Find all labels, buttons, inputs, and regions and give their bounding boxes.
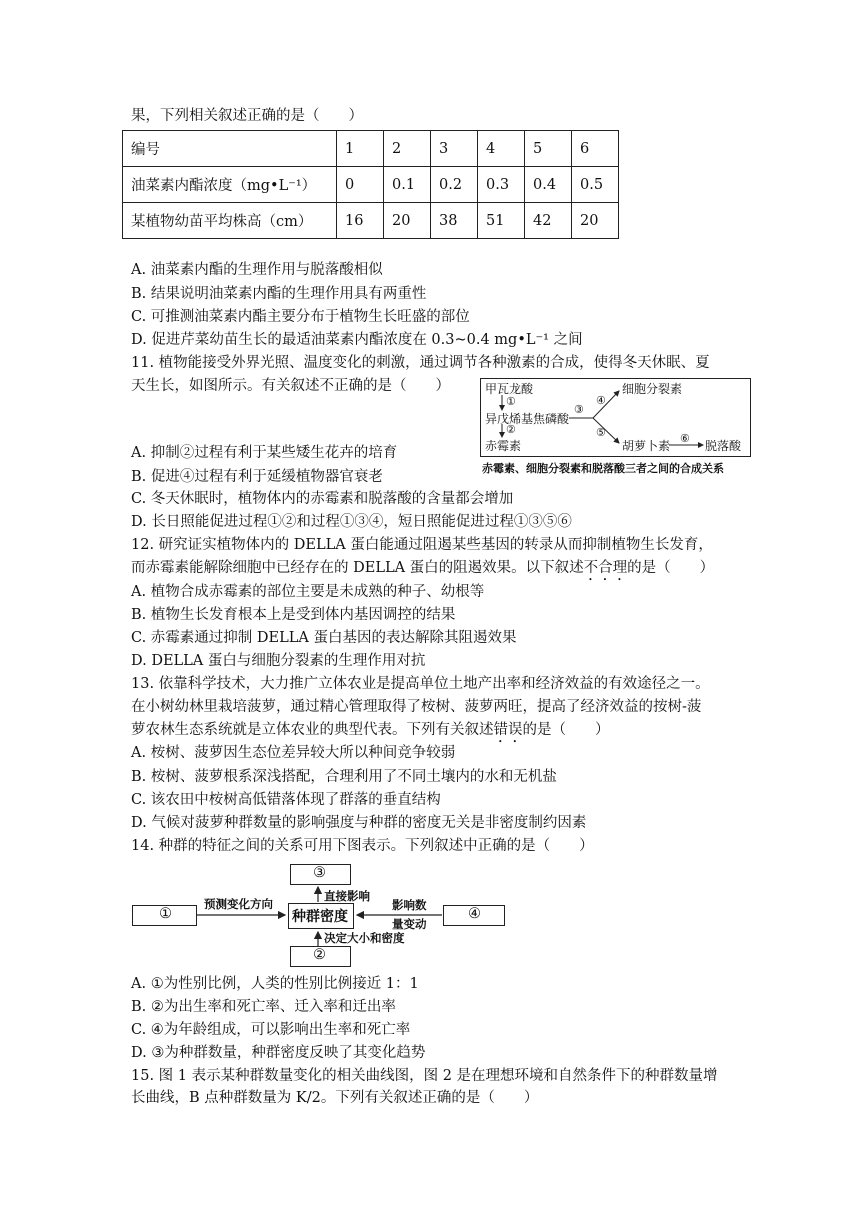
box-4-label: ④: [468, 906, 481, 922]
box-2: [290, 946, 351, 967]
q10-option-a: A. 油菜素内酯的生理作用与脱落酸相似: [131, 262, 383, 278]
node-ipp: 异戊烯基焦磷酸: [485, 412, 570, 426]
label-affect-2: 量变动: [392, 917, 427, 931]
label-predict: 预测变化方向: [204, 897, 273, 911]
table-cell: 某植物幼苗平均株高（cm）: [123, 203, 337, 239]
diagram-caption: 赤霉素、细胞分裂素和脱落酸三者之间的合成关系: [482, 462, 724, 475]
node-gibberellin: 赤霉素: [485, 439, 522, 453]
population-characteristics-diagram: [130, 860, 510, 970]
box-1: [132, 905, 197, 926]
q13-option-b: B. 桉树、菠萝根系深浅搭配，合理利用了不同土壤内的水和无机盐: [131, 769, 557, 785]
box-2-label: ②: [313, 947, 326, 963]
step-5-label: ⑤: [596, 426, 606, 439]
table-cell: 20: [384, 203, 431, 239]
q10-option-b: B. 结果说明油菜素内酯的生理作用具有两重性: [131, 286, 427, 302]
node-carotene: 胡萝卜素: [622, 439, 671, 453]
node-abscisic-acid: 脱落酸: [705, 439, 742, 453]
table-cell: 0.5: [572, 167, 619, 203]
table-row: [123, 131, 619, 167]
center-box: [288, 903, 354, 929]
q12-option-b: B. 植物生长发育根本上是受到体内基因调控的结果: [131, 607, 456, 623]
table-cell: 6: [572, 131, 619, 167]
q12-option-c: C. 赤霉素通过抑制 DELLA 蛋白基因的表达解除其阻遏效果: [131, 630, 517, 646]
q15-stem-line2: 长曲线，B 点种群数量为 K/2。下列有关叙述正确的是（ ）: [131, 1090, 539, 1106]
table-cell: 2: [384, 131, 431, 167]
table-cell: 38: [431, 203, 478, 239]
emphasis-text: 错误: [493, 722, 523, 738]
table-row: [123, 167, 619, 203]
table-cell: 5: [525, 131, 572, 167]
table-cell: 0.4: [525, 167, 572, 203]
q14-option-b: B. ②为出生率和死亡率、迁入率和迁出率: [131, 999, 396, 1015]
q13-stem-line1: 13. 依靠科学技术，大力推广立体农业是提高单位土地产出率和经济效益的有效途径之一。: [131, 676, 710, 692]
q12-option-d: D. DELLA 蛋白与细胞分裂素的生理作用对抗: [131, 653, 426, 669]
q10-option-d: D. 促进芹菜幼苗生长的最适油菜素内酯浓度在 0.3~0.4 mg•L⁻¹ 之间: [131, 332, 583, 348]
node-cytokinin: 细胞分裂素: [622, 382, 683, 396]
box-4: [443, 905, 505, 926]
table-cell: 编号: [123, 131, 337, 167]
table-cell: 16: [337, 203, 384, 239]
table-cell: 4: [478, 131, 525, 167]
table-row: [123, 203, 619, 239]
q13-option-a: A. 桉树、菠萝因生态位差异较大所以种间竞争较弱: [131, 745, 456, 761]
q11-option-a: A. 抑制②过程有利于某些矮生花卉的培育: [131, 445, 398, 461]
step-3-label: ③: [574, 403, 584, 416]
step-6-label: ⑥: [680, 432, 690, 445]
step-1-label: ①: [506, 395, 516, 408]
q11-option-c: C. 冬天休眠时，植物体内的赤霉素和脱落酸的含量都会增加: [131, 491, 514, 507]
text-span: 而赤霉素能解除细胞中已经存在的 DELLA 蛋白的阻遏效果。以下叙述: [131, 560, 584, 576]
label-affect-1: 影响数: [392, 898, 427, 912]
q12-stem-line2: [131, 558, 714, 584]
table-cell: 42: [525, 203, 572, 239]
text-span: 萝农林生态系统就是立体农业的典型代表。下列有关叙述: [131, 722, 494, 738]
step-2-label: ②: [506, 423, 516, 436]
q14-option-c: C. ④为年龄组成，可以影响出生率和死亡率: [131, 1022, 411, 1038]
q14-option-d: D. ③为种群数量，种群密度反映了其变化趋势: [131, 1045, 426, 1061]
emphasis-text: 不合理: [583, 560, 628, 576]
table-cell: 1: [337, 131, 384, 167]
intro-line: 果，下列相关叙述正确的是（ ）: [131, 108, 363, 124]
table-cell: 0.3: [478, 167, 525, 203]
label-direct: 直接影响: [324, 889, 370, 903]
box-1-label: ①: [159, 906, 172, 922]
text-span: 的是（ ）: [627, 560, 715, 576]
table-cell: 0.2: [431, 167, 478, 203]
table-cell: 3: [431, 131, 478, 167]
q13-option-d: D. 气候对菠萝种群数量的影响强度与种群的密度无关是非密度制约因素: [131, 815, 587, 831]
table-cell: 20: [572, 203, 619, 239]
q13-option-c: C. 该农田中桉树高低错落体现了群落的垂直结构: [131, 792, 441, 808]
q11-stem-line1: 11. 植物能接受外界光照、温度变化的刺激，通过调节各种激素的合成，使得冬天休眠、夏: [131, 355, 710, 371]
q11-option-b: B. 促进④过程有利于延缓植物器官衰老: [131, 469, 383, 485]
q12-stem-line1: 12. 研究证实植物体内的 DELLA 蛋白能通过阻遏某些基因的转录从而抑制植物生长发育，: [131, 537, 713, 553]
label-decide: 决定大小和密度: [324, 931, 405, 945]
q11-stem-line2: 天生长，如图所示。有关叙述不正确的是（ ）: [131, 378, 450, 394]
step-4-label: ④: [596, 394, 606, 407]
q15-stem-line1: 15. 图 1 表示某种群数量变化的相关曲线图，图 2 是在理想环境和自然条件下的种群数量增: [131, 1068, 718, 1084]
q12-option-a: A. 植物合成赤霉素的部位主要是未成熟的种子、幼根等: [131, 584, 485, 600]
table-cell: 油菜素内酯浓度（mg•L⁻¹）: [123, 167, 337, 203]
table-cell: 0.1: [384, 167, 431, 203]
q13-stem-line2: 在小树幼林里栽培菠萝，通过精心管理取得了桉树、菠萝两旺，提高了经济效益的按树-菠: [131, 699, 702, 715]
box-3-label: ③: [313, 865, 326, 881]
box-3: [290, 864, 351, 885]
text-span: 的是（ ）: [522, 722, 610, 738]
table-cell: 0: [337, 167, 384, 203]
center-label: 种群密度: [292, 909, 348, 925]
q11-option-d: D. 长日照能促进过程①②和过程①③④，短日照能促进过程①③⑤⑥: [131, 514, 572, 530]
q14-stem-line1: 14. 种群的特征之间的关系可用下图表示。下列叙述中正确的是（ ）: [131, 838, 594, 854]
node-mevalonate: 甲瓦龙酸: [485, 382, 534, 396]
q14-option-a: A. ①为性别比例，人类的性别比例接近 1：1: [131, 976, 419, 992]
hormone-synthesis-diagram: [480, 378, 751, 457]
q10-option-c: C. 可推测油菜素内酯主要分布于植物生长旺盛的部位: [131, 309, 470, 325]
data-table: [122, 130, 619, 239]
table-cell: 51: [478, 203, 525, 239]
